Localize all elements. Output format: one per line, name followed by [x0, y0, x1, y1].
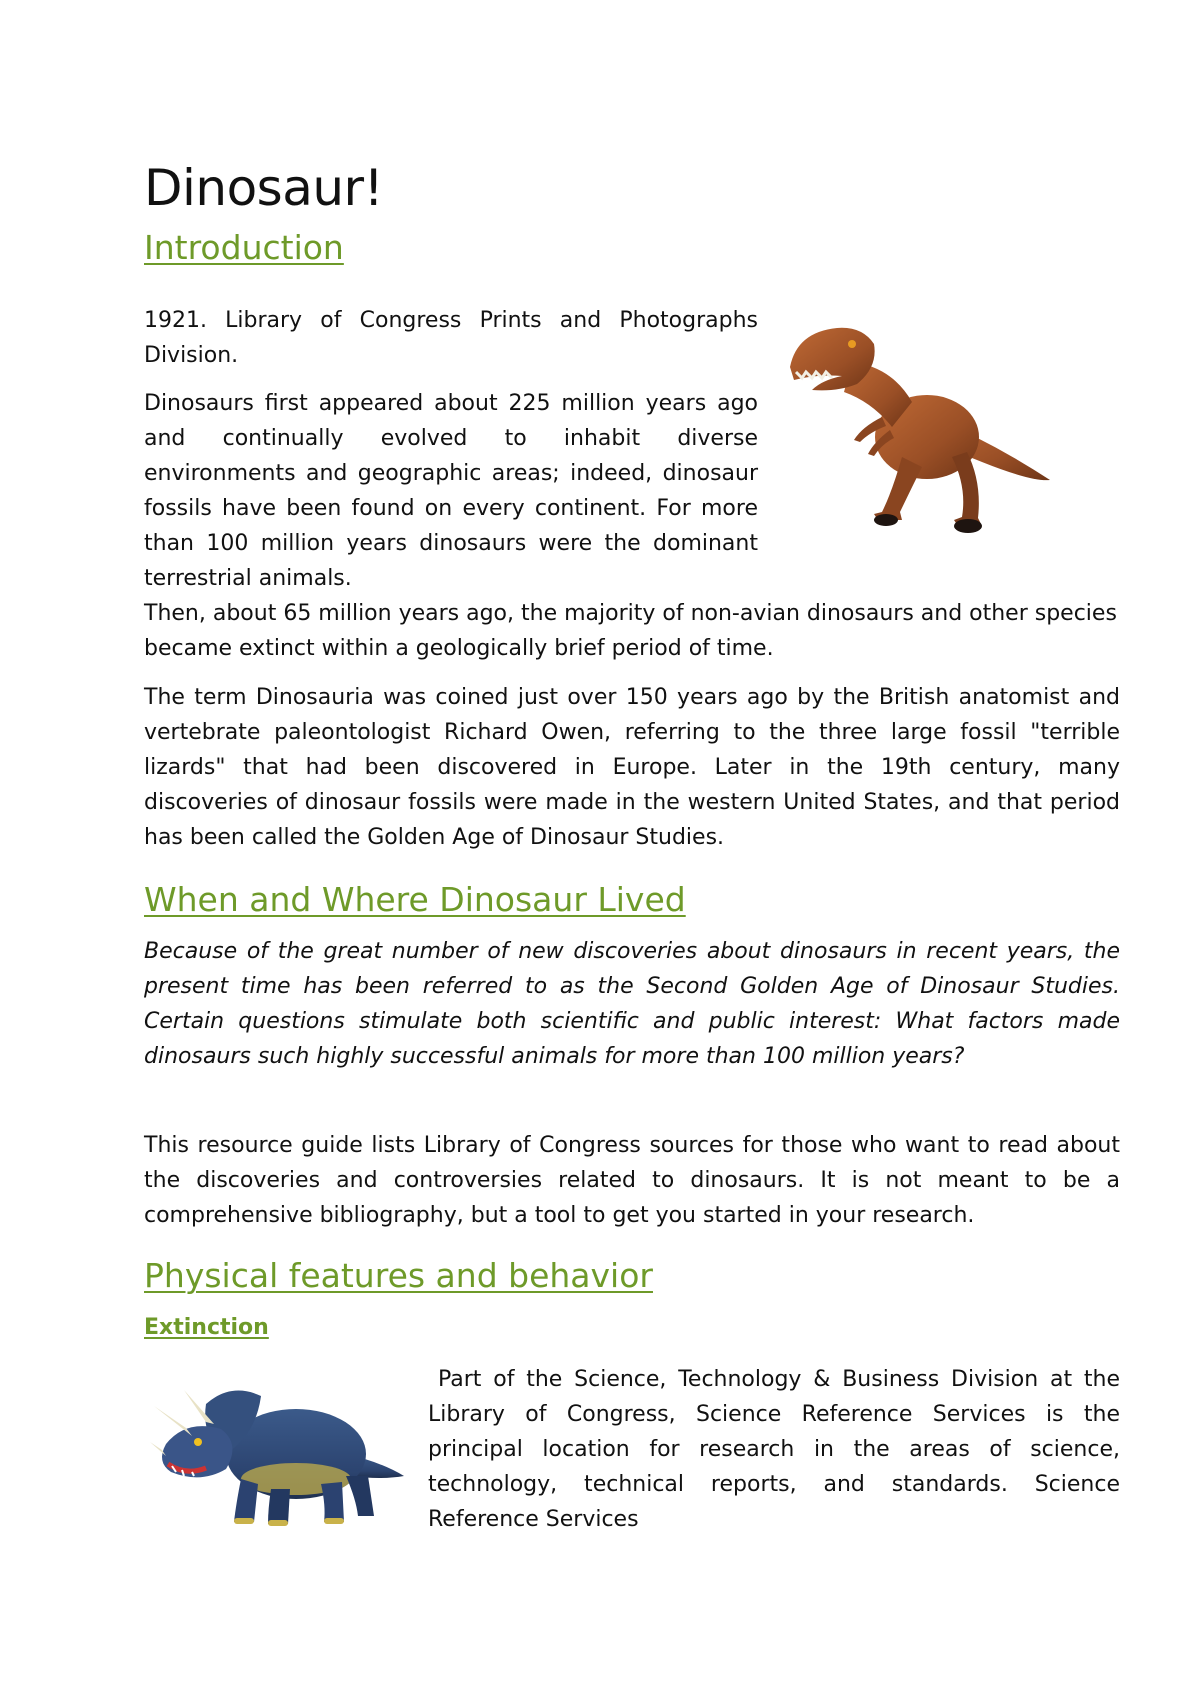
heading-physical-features: Physical features and behavior: [144, 1256, 653, 1295]
intro-paragraph-1-part: Dinosaurs first appeared about 225 million years ago and continually evolved to inhabit diverse environments and geographic areas; indeed, dinosaur fossils have been found on every continent. For more than 100 million years dinosaurs were the dominant terrestrial animals.: [144, 391, 758, 591]
heading-when-where: When and Where Dinosaur Lived: [144, 880, 686, 919]
intro-paragraph-2: The term Dinosauria was coined just over 150 years ago by the British anatomist and vertebrate paleontologist Richard Owen, referring to the three large fossil "terrible lizards" that had been discovered in Europe. Later in the 19th century, many discoveries of dinosaur fossils were made in the western United States, and that period has been called the Golden Age of Dinosaur Studies.: [144, 685, 1120, 850]
t-rex-image: [782, 322, 1052, 562]
when-where-paragraph: This resource guide lists Library of Congress sources for those who want to read about the discoveries and controversies related to dinosaurs. It is not meant to be a comprehensive bibliography, but a tool to get you started in your research.: [144, 1133, 1120, 1228]
triceratops-image: [146, 1384, 408, 1532]
when-where-italic-paragraph: Because of the great number of new discoveries about dinosaurs in recent years, the present time has been referred to as the Second Golden Age of Dinosaur Studies. Certain questions stimulate both scientific and public interest: What factors made dinosaurs such highly successful animals for more than 100 million years?: [144, 939, 1120, 1069]
physical-paragraph: Part of the Science, Technology & Business Division at the Library of Congress, Science Reference Services is the principal location for research in the areas of science, technology, technical reports, and standards. Science Reference Services: [428, 1367, 1120, 1532]
intro-caption: 1921. Library of Congress Prints and Photographs Division.: [144, 308, 758, 368]
heading-introduction: Introduction: [144, 228, 344, 267]
intro-paragraph-1-cont: Then, about 65 million years ago, the majority of non-avian dinosaurs and other species became extinct within a geologically brief period of time.: [144, 601, 1117, 661]
page-title: Dinosaur!: [144, 159, 384, 217]
subheading-extinction: Extinction: [144, 1315, 269, 1340]
